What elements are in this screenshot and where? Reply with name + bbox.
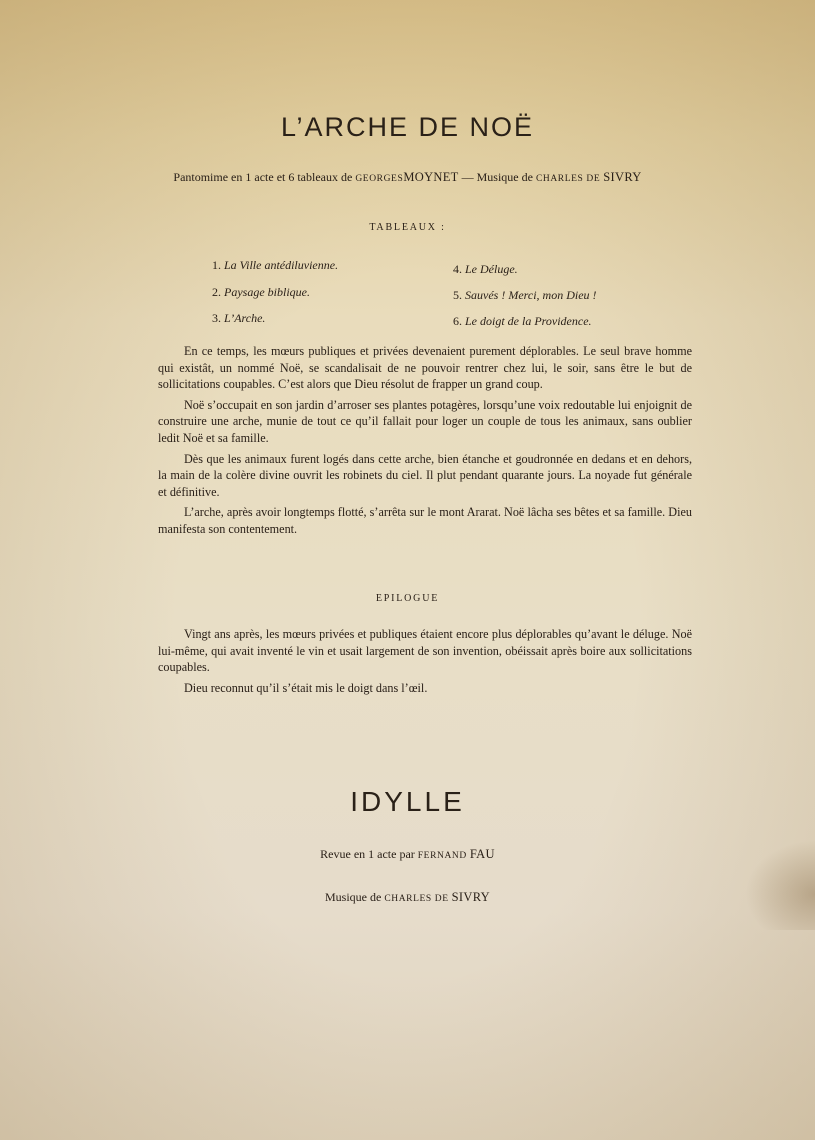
tableau-item	[453, 314, 592, 329]
tableau-number: 1.	[212, 258, 221, 272]
tableau-item	[212, 285, 310, 300]
epilogue-text	[158, 626, 692, 700]
tableau-name: Le doigt de la Providence.	[465, 314, 592, 328]
synopsis-paragraph: Noë s’occupait en son jardin d’arroser ses plantes potagères, lorsqu’une voix redoutable lui enjoignit de construire une arche, munie de tout ce qu’il fallait pour loger un couple de tous les animaux, sans oublier ledit Noë et sa famille.	[158, 397, 692, 445]
tableau-name: Paysage biblique.	[224, 285, 310, 299]
tableau-name: Le Déluge.	[465, 262, 518, 276]
epilogue-heading: EPILOGUE	[375, 593, 440, 604]
idylle-title: IDYLLE	[350, 786, 465, 817]
subtitle-separator: — Musique de	[461, 170, 533, 184]
author-first-name: GEORGES	[355, 174, 404, 184]
idylle-author-prefix: Revue en 1 acte par	[320, 847, 415, 861]
tableau-item	[453, 288, 597, 303]
synopsis-paragraph: En ce temps, les mœurs publiques et privées devenaient purement déplorables. Le seul brave homme qui existât, un nommé Noë, se scandalisait de ne pouvoir rentrer chez lui, le soir, sans être le but de sollicitations coupables. C’est alors que Dieu résolut de frapper un grand coup.	[158, 344, 692, 392]
epilogue-paragraph: Vingt ans après, les mœurs privées et publiques étaient encore plus déplorables qu’avant le déluge. Noë lui-même, qui avait inventé le vin et usait largement de son invention, obéissait après boire aux sollicitations coupables.	[158, 627, 692, 675]
idylle-author-first-name: FERNAND	[417, 851, 467, 861]
tableau-number: 6.	[453, 314, 462, 328]
idylle-music-prefix: Musique de	[325, 890, 382, 904]
tableau-name: Sauvés ! Merci, mon Dieu !	[465, 288, 597, 302]
arche-subtitle	[0, 170, 815, 185]
synopsis-paragraph: L’arche, après avoir longtemps flotté, s’arrêta sur le mont Ararat. Noë lâcha ses bêtes et sa famille. Dieu manifesta son contentement.	[158, 505, 692, 536]
idylle-composer-last-name: SIVRY	[451, 890, 490, 904]
synopsis-paragraph: Dès que les animaux furent logés dans cette arche, bien étanche et goudronnée en dedans et en dehors, la main de la colère divine ouvrit les robinets du ciel. Il plut pendant quarante jours. La noyade fut générale et définitive.	[158, 451, 692, 499]
idylle-credits-author	[0, 847, 815, 862]
idylle-author-last-name: FAU	[469, 847, 495, 861]
tableau-name: L’Arche.	[224, 311, 266, 325]
tableau-name: La Ville antédiluvienne.	[224, 258, 339, 272]
author-last-name: MOYNET	[403, 170, 459, 184]
tableau-item	[212, 258, 338, 273]
tableau-number: 4.	[453, 262, 462, 276]
epilogue-paragraph: Dieu reconnut qu’il s’était mis le doigt dans l’œil.	[184, 680, 428, 695]
composer-last-name: SIVRY	[603, 170, 642, 184]
tableau-item	[212, 311, 265, 326]
subtitle-prefix: Pantomime en 1 acte et 6 tableaux de	[173, 170, 353, 184]
arche-synopsis	[158, 343, 692, 542]
tableau-number: 3.	[212, 311, 221, 325]
tableaux-heading: TABLEAUX :	[369, 222, 446, 233]
tableau-item	[453, 262, 518, 277]
idylle-composer-first-name: CHARLES DE	[384, 894, 449, 904]
tableau-number: 2.	[212, 285, 221, 299]
tableau-number: 5.	[453, 288, 462, 302]
idylle-credits-music	[0, 890, 815, 905]
arche-title: L’ARCHE DE NOË	[280, 112, 535, 142]
composer-first-name: CHARLES DE	[535, 174, 601, 184]
